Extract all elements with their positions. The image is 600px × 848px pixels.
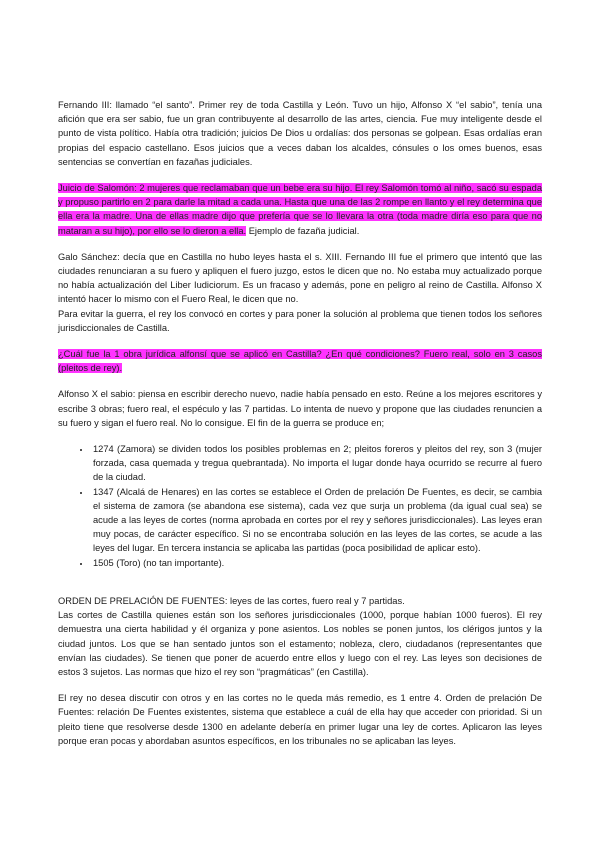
list-item: • 1347 (Alcalá de Henares) en las cortes se establece el Orden de prelación De Fuentes, es decir, se cambia el sistema de zamora (se abandona ese sistema), cada vez que surja un problema (da igual cual sea) se acude a las leyes de cortes (norma aprobada en cortes por el rey y señores jurisdiccionales). Las leyes eran muy pocas, de carácter específico. Si no se encontraba solución en las leyes de las cortes, se acude a las leyes del lugar. En tercera instancia se aplicaba las partidas (poca posibilidad de aplicar esto).	[91, 485, 542, 556]
paragraph-fernando: Fernando III: llamado “el santo”. Primer rey de toda Castilla y León. Tuvo un hijo, Alfonso X “el sabio”, tenía una afición que era ser sabio, fue un gran contribuyente al desarrollo de las artes, ciencia. Fue muy inteligente desde el punto de vista político. Había otra tradición; juicios De Dios u ordalías: dos personas se golpean. Esas ordalías eran propias del espacio castellano. Esos juicios que a veces daban los alcaldes, cónsules o los omes buenos, esas sentencias se convertían en fazañas judiciales.	[58, 100, 542, 167]
highlight-pregunta: ¿Cuál fue la 1 obra jurídica alfonsí que se aplicó en Castilla? ¿En qué condiciones? Fuero real, solo en 3 casos (pleitos de rey).	[58, 349, 542, 374]
spacer	[58, 582, 542, 594]
paragraph-rey: El rey no desea discutir con otros y en las cortes no le queda más remedio, es 1 entre 4. Orden de prelación De Fuentes: relación De Fuentes existentes, sistema que establece a cuál de ella hay que acceder con prioridad. Si un pleito tiene que resolverse desde 1300 en adelante debería en primer lugar una ley de cortes. Aplicaron las leyes porque eran pocas y abordaban asuntos específicos, en los tribunales no se aplicaban las leyes.	[58, 693, 542, 746]
paragraph-salomon	[58, 181, 542, 238]
paragraph-cortes: Las cortes de Castilla quienes están son los señores jurisdiccionales (1000, porque habían 1000 fueros). El rey demuestra una cierta habilidad y él organiza y pone asientos. Los nobles se ponen juntos, los clérigos juntos y la ciudad juntos. Los que se han sentado juntos son el estamento; nobleza, clero, ciudadanos (representantes que envían las ciudades). Se tienen que poner de acuerdo entre ellos y luego con el rey. Las leyes son decisiones de estos 3 sujetos. Las normas que hizo el rey son “pragmáticas” (en Castilla).	[58, 610, 542, 677]
bullet-list	[58, 442, 542, 570]
document-body	[58, 98, 542, 760]
paragraph-guerra: Para evitar la guerra, el rey los convocó en cortes y para poner la solución al problema que tienen todos los señores jurisdiccionales de Castilla.	[58, 308, 542, 333]
section-heading-orden: ORDEN DE PRELACIÓN DE FUENTES: leyes de las cortes, fuero real y 7 partidas.	[58, 595, 405, 606]
paragraph-alfonso: Alfonso X el sabio: piensa en escribir derecho nuevo, nadie había pensado en esto. Reúne a los mejores escritores y escribe 3 obras; fuero real, el espéculo y las 7 partidas. Lo intenta de nuevo y propone que las ciudades renuncien a su fuero y sigan el fuero real. No lo consigue. El fin de la guerra se produce en;	[58, 389, 542, 428]
highlight-salomon: Juicio de Salomón: 2 mujeres que reclamaban que un bebe era su hijo. El rey Salomón tomó al niño, sacó su espada y propuso partirlo en 2 para darle la mitad a cada una. Hasta que una de las 2 rompe en llanto y el rey determina que ella era la madre. Una de ellas madre dijo que prefería que se lo llevara la otra (toda madre diría eso para que no mataran a su hijo), por ello se lo dieron a ella.	[58, 183, 542, 236]
list-item: • 1505 (Toro) (no tan importante).	[91, 556, 542, 570]
paragraph-galo: Galo Sánchez: decía que en Castilla no hubo leyes hasta el s. XIII. Fernando III fue el primero que intentó que las ciudades renunciaran a su fuero y apliquen el fuero juzgo, estos le dicen que no. No estaba muy actualizado porque no había actualización del Liber Iudiciorum. Es un fracaso y además, pone en peligro al reino de Castilla. Alfonso X intentó hacer lo mismo con el Fuero Real, le dicen que no.	[58, 251, 542, 305]
salomon-rest: Ejemplo de fazaña judicial.	[246, 225, 360, 236]
paragraph-pregunta	[58, 347, 542, 375]
list-item: • 1274 (Zamora) se dividen todos los posibles problemas en 2; pleitos foreros y pleitos del rey, son 3 (mujer forzada, casa quemada y tregua quebrantada). No importa el lugar donde haya ocurrido se recurre al fuero de la ciudad.	[91, 442, 542, 485]
